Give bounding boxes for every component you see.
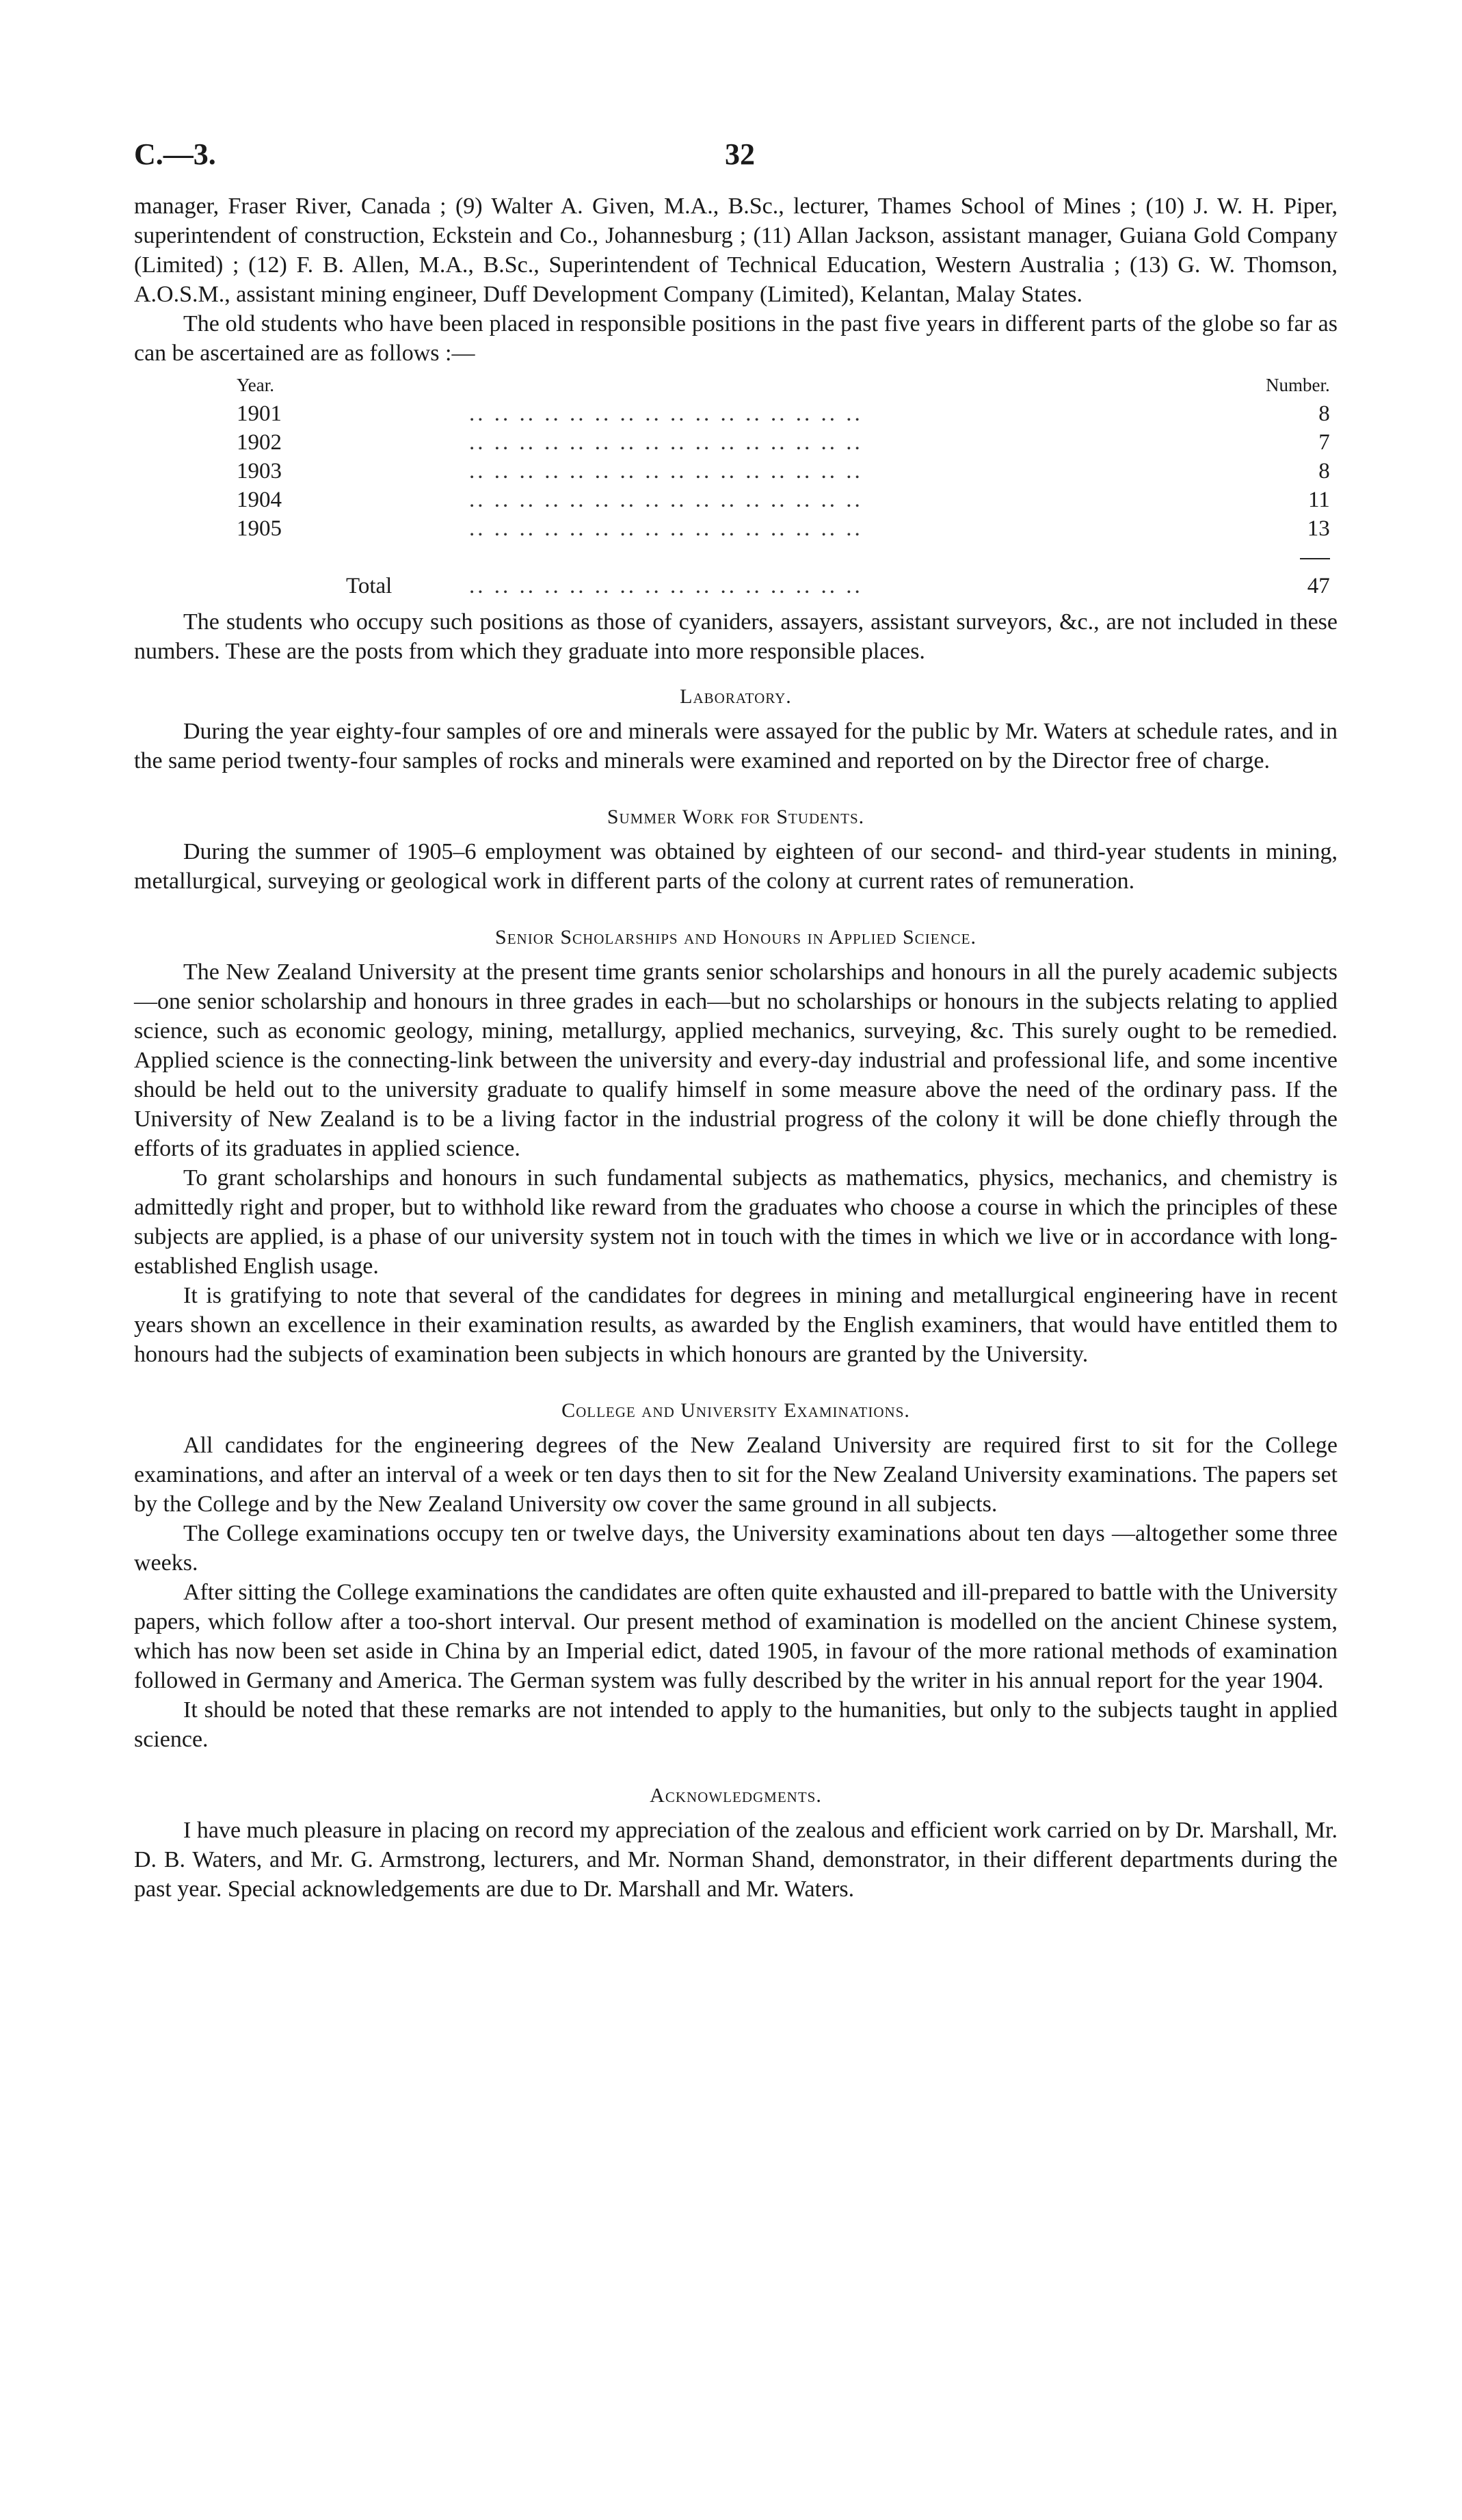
row-number: 13 (1307, 516, 1330, 541)
row-number: 7 (1318, 430, 1330, 455)
intro-continuation: manager, Fraser River, Canada ; (9) Walter A. Given, M.A., B.Sc., lecturer, Thames School of Mines ; (10) J. W. H. Piper, superintendent of construction, Eckstein and Co., Johannesburg ; (11) Allan Jackson, assistant manager, Guiana Gold Company (Limited) ; (12) F. B. Allen, M.A., B.Sc., Superintendent of Technical Education, Western Australia ; (13) G. W. Thomson, A.O.S.M., assistant mining engineer, Duff Development Company (Limited), Kelantan, Malay States. (134, 194, 1338, 307)
dot-leader: .. .. .. .. .. .. .. .. .. .. .. .. .. .. .. .. (469, 430, 863, 455)
year-column-header: Year. (237, 375, 275, 395)
document-reference: C.—3. (134, 137, 216, 171)
total-row (237, 572, 1330, 600)
laboratory-paragraph: During the year eighty-four samples of ore and minerals were assayed for the public by Mr. Waters at schedule rates, and in the same period twenty-four samples of rocks and minerals were examined and reported on by the Director free of charge. (134, 719, 1338, 773)
scholarships-paragraph-2: To grant scholarships and honours in such fundamental subjects as mathematics, physics, mechanics, and chemistry is admittedly right and proper, but to withhold like reward from the graduates who choose a course in which the principles of these subjects are applied, is a phase of our university system not in touch with the times in which we live or in accordance with long-established English usage. (134, 1165, 1338, 1279)
table-row (237, 428, 1330, 457)
total-value: 47 (1307, 574, 1330, 598)
acknowledgments-paragraph: I have much pleasure in placing on record my appreciation of the zealous and efficient work carried on by Dr. Marshall, Mr. D. B. Waters, and Mr. G. Armstrong, lecturers, and Mr. Norman Shand, demonstrator, in their different departments during the past year. Special acknowledgements are due to Dr. Marshall and Mr. Waters. (134, 1818, 1338, 1902)
students-placed-intro: The old students who have been placed in responsible positions in the past five years in different parts of the globe so far as can be ascertained are as follows :— (134, 311, 1338, 366)
sum-rule (1300, 558, 1330, 559)
scholarships-heading: Senior Scholarships and Honours in Applied Science. (495, 926, 976, 949)
laboratory-heading: Laboratory. (680, 685, 792, 708)
total-label: Total (346, 574, 393, 598)
row-year: 1902 (237, 430, 282, 455)
placements-table-header (237, 371, 1330, 399)
examinations-heading: College and University Examinations. (561, 1399, 910, 1422)
number-column-header: Number. (1266, 375, 1330, 395)
acknowledgments-heading: Acknowledgments. (650, 1784, 822, 1807)
summer-work-paragraph: During the summer of 1905–6 employment was obtained by eighteen of our second- and third-year students in mining, metallurgical, surveying or geological work in different parts of the colony at current rates of remuneration. (134, 839, 1338, 894)
dot-leader: .. .. .. .. .. .. .. .. .. .. .. .. .. .. .. .. (469, 488, 863, 512)
page-number: 32 (725, 137, 755, 171)
not-included-note: The students who occupy such positions as those of cyaniders, assayers, assistant surveyors, &c., are not included in these numbers. These are the posts from which they graduate into more responsible places. (134, 609, 1338, 664)
row-number: 8 (1318, 459, 1330, 483)
scholarships-paragraph-1: The New Zealand University at the present time grants senior scholarships and honours in all the purely academic subjects—one senior scholarship and honours in three grades in each—but no scholarships or honours in the subjects relating to applied science, such as economic geology, mining, metallurgy, applied mechanics, surveying, &c. This surely ought to be remedied. Applied science is the connecting-link between the university and every-day industrial and professional life, and some incentive should be held out to the university graduate to qualify himself in some measure above the need of the ordinary pass. If the University of New Zealand is to be a living factor in the industrial progress of the colony it will be done chiefly through the efforts of its graduates in applied science. (134, 959, 1338, 1161)
summer-work-heading: Summer Work for Students. (607, 806, 865, 828)
table-row (237, 514, 1330, 543)
page-header (134, 137, 1338, 191)
table-row (237, 486, 1330, 514)
examinations-paragraph-3: After sitting the College examinations the candidates are often quite exhausted and ill-prepared to battle with the University papers, which follow after a too-short interval. Our present method of examination is modelled on the ancient Chinese system, which has now been set aside in China by an Imperial edict, dated 1905, in favour of the more rational methods of examination followed in Germany and America. The German system was fully described by the writer in his annual report for the year 1904. (134, 1580, 1338, 1693)
dot-leader: .. .. .. .. .. .. .. .. .. .. .. .. .. .. .. .. (469, 574, 863, 598)
document-page (134, 137, 1338, 1904)
row-year: 1904 (237, 488, 282, 512)
table-row (237, 399, 1330, 428)
dot-leader: .. .. .. .. .. .. .. .. .. .. .. .. .. .. .. .. (469, 516, 863, 541)
row-number: 8 (1318, 401, 1330, 426)
row-year: 1901 (237, 401, 282, 426)
dot-leader: .. .. .. .. .. .. .. .. .. .. .. .. .. .. .. .. (469, 401, 863, 426)
table-row (237, 457, 1330, 486)
row-year: 1905 (237, 516, 282, 541)
row-year: 1903 (237, 459, 282, 483)
scholarships-paragraph-3: It is gratifying to note that several of the candidates for degrees in mining and metallurgical engineering have in recent years shown an excellence in their examination results, as awarded by the English examiners, that would have entitled them to honours had the subjects of examination been subjects in which honours are granted by the University. (134, 1283, 1338, 1367)
row-number: 11 (1307, 488, 1330, 512)
dot-leader: .. .. .. .. .. .. .. .. .. .. .. .. .. .. .. .. (469, 459, 863, 483)
examinations-paragraph-1: All candidates for the engineering degrees of the New Zealand University are required first to sit for the College examinations, and after an interval of a week or ten days then to sit for the New Zealand University examinations. The papers set by the College and by the New Zealand University ow cover the same ground in all subjects. (134, 1433, 1338, 1517)
examinations-paragraph-2: The College examinations occupy ten or twelve days, the University examinations about ten days —altogether some three weeks. (134, 1521, 1338, 1576)
examinations-paragraph-4: It should be noted that these remarks are not intended to apply to the humanities, but only to the subjects taught in applied science. (134, 1697, 1338, 1752)
placements-table (237, 371, 1330, 600)
